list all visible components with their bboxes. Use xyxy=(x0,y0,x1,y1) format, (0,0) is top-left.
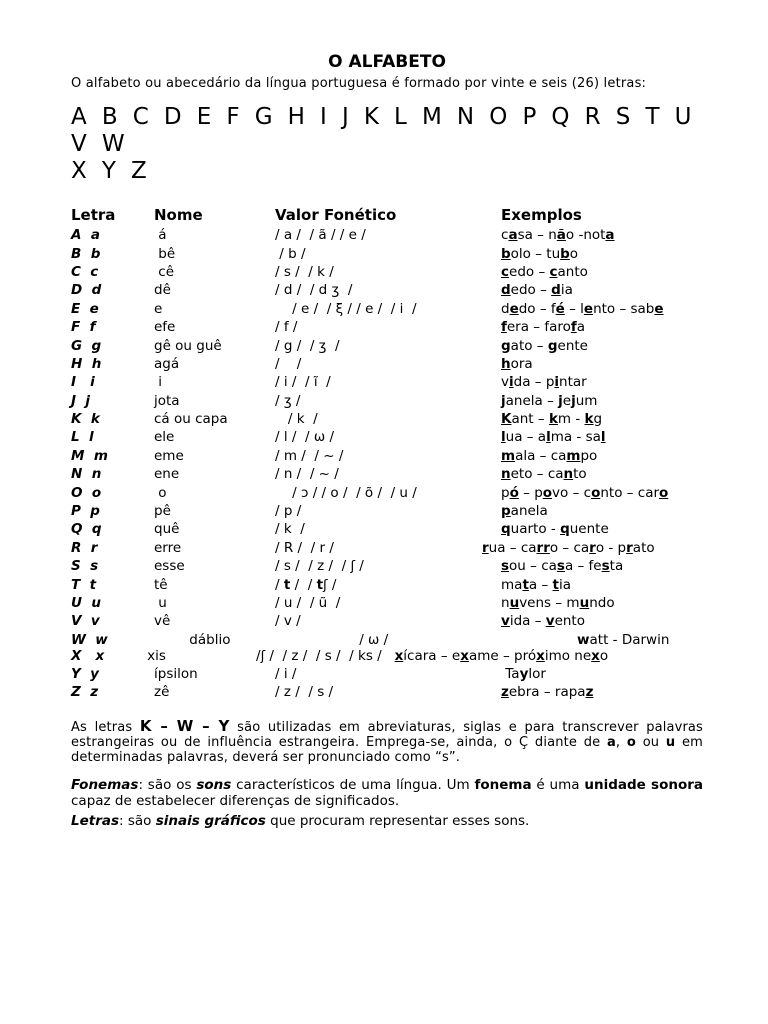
cell-valor: / / xyxy=(275,355,302,372)
cell-nome: quê xyxy=(154,521,180,538)
header-exemplos: Exemplos xyxy=(501,206,582,224)
cell-valor: / b / xyxy=(275,245,306,262)
cell-letra: Z z xyxy=(71,684,99,701)
cell-valor: / ʒ / xyxy=(275,392,301,409)
table-row xyxy=(71,263,703,281)
definition-fonemas: Fonemas: são os sons característicos de uma língua. Um fonema é uma unidade sonora capaz de estabelecer diferenças de significados. xyxy=(71,777,704,810)
cell-exemplos: lua – alma - sal xyxy=(501,429,606,446)
cell-valor: / m / / ~ / xyxy=(275,447,344,464)
table-row xyxy=(71,594,703,612)
cell-nome: i xyxy=(154,374,163,391)
table-row xyxy=(71,318,703,336)
cell-nome: zê xyxy=(154,684,170,701)
cell-nome: pê xyxy=(154,503,171,520)
cell-letra: A a xyxy=(71,227,100,244)
cell-nome: tê xyxy=(154,576,168,593)
cell-letra: O o xyxy=(71,484,102,501)
alphabet-line-2: X Y Z xyxy=(71,158,151,184)
cell-exemplos: casa – não -nota xyxy=(501,227,615,244)
cell-letra: U u xyxy=(71,595,101,611)
cell-exemplos: bolo – tubo xyxy=(501,245,579,262)
cell-exemplos: sou – casa – festa xyxy=(501,558,624,575)
cell-exemplos: rua – carro – caro - prato xyxy=(482,539,655,556)
notes-paragraph: As letras K – W – Y são utilizadas em abreviaturas, siglas e para transcrever palavras estrangeiras ou de influência estrangeira. Emprega-se, ainda, o Ç diante de a, o ou u em determinadas palavras, deverá ser pronunciado como “s”. xyxy=(71,717,703,766)
cell-valor: / a / / ã / / e / xyxy=(275,227,366,244)
cell-letra: F f xyxy=(71,319,96,336)
cell-letra: S s xyxy=(71,558,99,575)
page-title: O ALFABETO xyxy=(328,52,446,72)
cell-exemplos: hora xyxy=(501,355,533,372)
table-row xyxy=(71,244,703,262)
cell-nome: efe xyxy=(154,319,176,336)
table-row xyxy=(71,300,703,318)
cell-letra: N n xyxy=(71,466,102,483)
table-row xyxy=(71,373,703,391)
alphabet-table xyxy=(71,226,703,631)
cell-letra: G g xyxy=(71,337,102,354)
header-nome: Nome xyxy=(154,206,203,224)
cell-nome: cê xyxy=(154,263,175,280)
cell-nome: e xyxy=(154,300,163,317)
cell-valor: / ɔ / / o / / õ / / u / xyxy=(275,484,417,501)
cell-nome: u xyxy=(154,595,167,611)
cell-valor: / z / / s / xyxy=(275,684,334,701)
intro-paragraph: O alfabeto ou abecedário da língua portuguesa é formado por vinte e seis (26) letras: xyxy=(71,76,647,91)
table-row xyxy=(71,665,703,683)
cell-valor: / t / / tʃ / xyxy=(275,576,337,593)
table-row xyxy=(71,502,703,520)
table-row xyxy=(71,281,703,299)
cell-nome: ípsilon xyxy=(154,665,198,682)
cell-nome: á xyxy=(154,227,167,244)
cell-nome: ene xyxy=(154,466,180,483)
table-row xyxy=(71,539,703,557)
table-row-x: X x xis /ʃ / / z / / s / / ks / xícara – exame – próximo nexo xyxy=(71,647,609,664)
cell-exemplos: fera – farofa xyxy=(501,319,586,336)
cell-letra: K k xyxy=(71,411,100,428)
table-row xyxy=(71,683,703,701)
cell-nome: agá xyxy=(154,355,180,372)
cell-exemplos: pó – povo – conto – caro xyxy=(501,484,669,501)
cell-letra: M m xyxy=(71,447,108,464)
cell-exemplos: dedo – dia xyxy=(501,282,573,299)
cell-nome: gê ou guê xyxy=(154,337,222,354)
document-page xyxy=(71,52,703,829)
cell-letra: B b xyxy=(71,245,101,262)
cell-nome: bê xyxy=(154,245,176,262)
cell-letra: V v xyxy=(71,613,100,630)
cell-exemplos: zebra – rapaz xyxy=(501,684,594,701)
cell-exemplos: vida – vento xyxy=(501,613,585,630)
table-row-w: W w dáblio / ω / watt - Darwin xyxy=(71,631,670,648)
cell-valor: / k / xyxy=(275,411,318,428)
table-row xyxy=(71,355,703,373)
cell-letra: Q q xyxy=(71,521,102,538)
cell-valor: / l / / ω / xyxy=(275,429,334,446)
alphabet-table-end xyxy=(71,665,703,702)
header-letra: Letra xyxy=(71,206,116,224)
cell-nome: o xyxy=(154,484,167,501)
cell-exemplos: Taylor xyxy=(501,665,546,682)
cell-valor: / s / / z / / ʃ / xyxy=(275,558,364,575)
cell-letra: J j xyxy=(71,392,91,409)
cell-exemplos: cedo – canto xyxy=(501,263,588,280)
alphabet-line-1: A B C D E F G H I J K L M N O P Q R S T U V W xyxy=(71,104,695,157)
cell-exemplos: panela xyxy=(501,503,548,520)
cell-nome: dê xyxy=(154,282,171,299)
cell-exemplos: janela – jejum xyxy=(501,392,598,409)
cell-exemplos: neto – canto xyxy=(501,466,587,483)
cell-nome: esse xyxy=(154,558,185,575)
cell-exemplos: Kant – km - kg xyxy=(501,411,603,428)
table-row xyxy=(71,447,703,465)
header-valor: Valor Fonético xyxy=(275,206,397,224)
cell-exemplos: gato – gente xyxy=(501,337,588,354)
cell-exemplos: mata – tia xyxy=(501,576,572,593)
cell-valor: / n / / ~ / xyxy=(275,466,339,483)
alphabet-list xyxy=(71,104,703,185)
cell-valor: / f / xyxy=(275,319,298,336)
table-row xyxy=(71,520,703,538)
table-row xyxy=(71,392,703,410)
cell-exemplos: dedo – fé – lento – sabe xyxy=(501,300,664,317)
cell-nome: ele xyxy=(154,429,175,446)
cell-valor: / k / xyxy=(275,521,305,538)
cell-nome: cá ou capa xyxy=(154,411,228,428)
cell-letra: H h xyxy=(71,355,102,372)
cell-nome: vê xyxy=(154,613,171,630)
cell-exemplos: mala – campo xyxy=(501,447,598,464)
cell-letra: L l xyxy=(71,429,94,446)
table-row xyxy=(71,575,703,593)
table-row xyxy=(71,336,703,354)
table-row xyxy=(71,483,703,501)
cell-letra: E e xyxy=(71,300,99,317)
cell-letra: R r xyxy=(71,539,98,556)
cell-letra: D d xyxy=(71,282,102,299)
definition-letras: Letras: são sinais gráficos que procuram representar esses sons. xyxy=(71,813,530,830)
cell-exemplos: nuvens – mundo xyxy=(501,595,615,611)
cell-nome: jota xyxy=(154,392,180,409)
table-header xyxy=(71,206,703,226)
table-row xyxy=(71,226,703,244)
table-row xyxy=(71,557,703,575)
cell-letra: Y y xyxy=(71,665,99,682)
table-row xyxy=(71,612,703,630)
cell-letra: T t xyxy=(71,576,97,593)
cell-valor: / p / xyxy=(275,503,302,520)
cell-valor: / e / / ξ / / e / / i / xyxy=(275,300,417,317)
cell-exemplos: quarto - quente xyxy=(501,521,609,538)
cell-letra: P p xyxy=(71,503,100,520)
table-row xyxy=(71,410,703,428)
cell-letra: I i xyxy=(71,374,95,391)
cell-nome: erre xyxy=(154,539,182,556)
cell-exemplos: vida – pintar xyxy=(501,374,587,391)
cell-valor: / u / / ũ / xyxy=(275,595,341,611)
cell-valor: / g / / ʒ / xyxy=(275,337,340,354)
cell-valor: / s / / k / xyxy=(275,263,334,280)
cell-valor: / i / / ĩ / xyxy=(275,374,331,391)
cell-valor: / R / / r / xyxy=(275,539,334,556)
cell-valor: / d / / d ʒ / xyxy=(275,282,353,299)
table-row xyxy=(71,428,703,446)
table-row xyxy=(71,465,703,483)
cell-valor: / i / xyxy=(275,665,297,682)
cell-letra: C c xyxy=(71,263,99,280)
cell-valor: / v / xyxy=(275,613,301,630)
cell-nome: eme xyxy=(154,447,184,464)
